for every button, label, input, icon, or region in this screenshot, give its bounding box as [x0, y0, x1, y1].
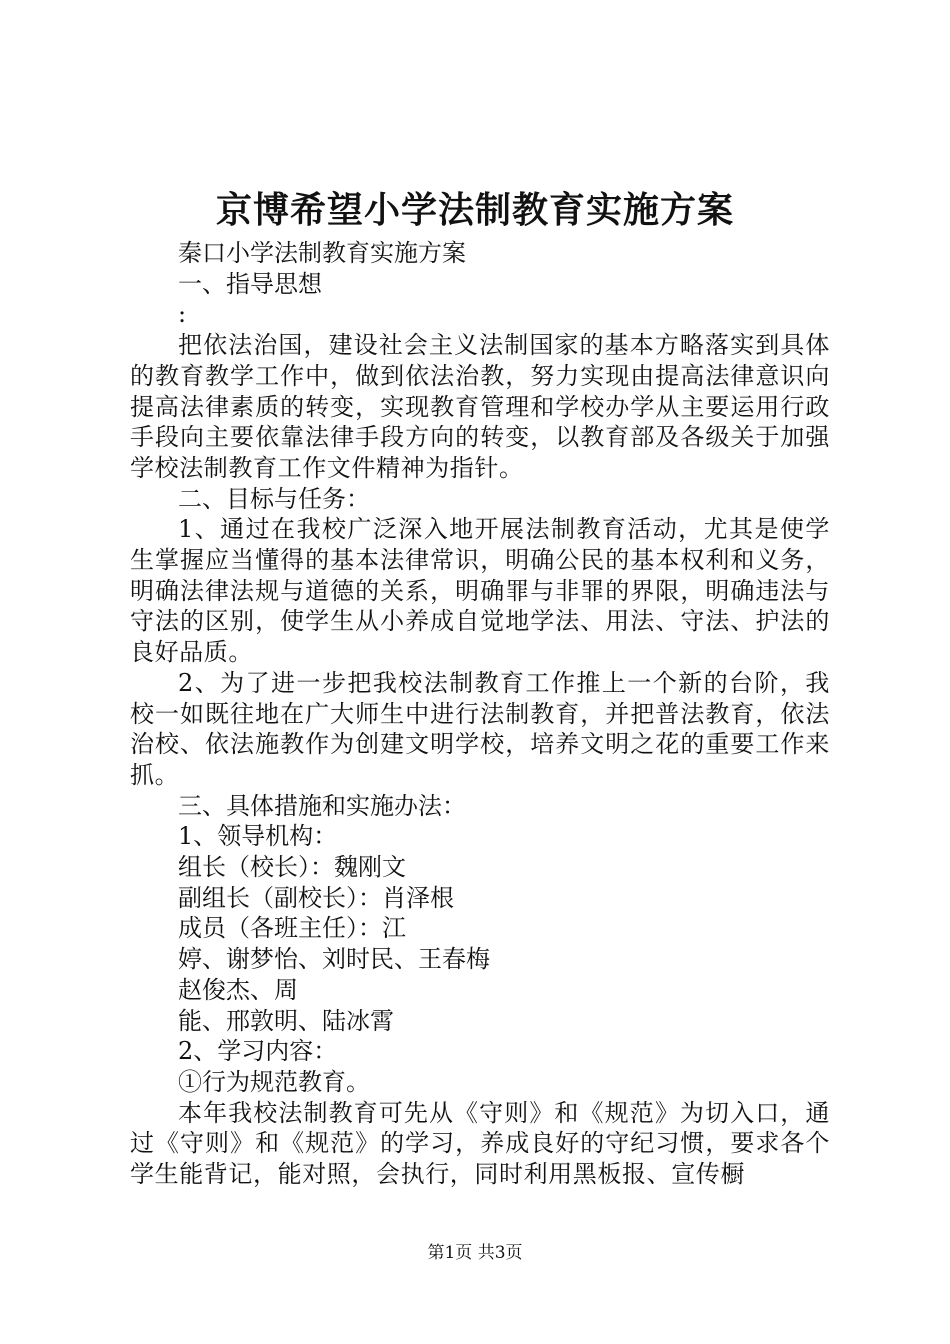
section-heading-goals: 二、目标与任务： [178, 484, 370, 513]
paragraph-guiding-thought: 把依法治国，建设社会主义法制国家的基本方略落实到具体的教育教学工作中，做到依法治教，努力实现由提高法律意识向提高法律素质的转变，实现教育管理和学校办学从主要运用行政手段向主要依靠法律手段方向的转变，以教育部及各级关于加强学校法制教育工作文件精神为指针。 [130, 331, 830, 482]
members-line-1: 成员（各班主任）：江 [178, 914, 406, 943]
subheading-study-content: 2、学习内容： [178, 1037, 338, 1066]
section-heading-guiding-thought: 一、指导思想 [178, 269, 322, 298]
paragraph-study: 本年我校法制教育可先从《守则》和《规范》为切入口，通过《守则》和《规范》的学习，养成良好的守纪习惯，要求各个学生能背记，能对照，会执行，同时利用黑板报、宣传橱 [130, 1098, 830, 1189]
vice-leader-line: 副组长（副校长）：肖泽根 [178, 883, 454, 912]
paragraph-goal-1: 1、通过在我校广泛深入地开展法制教育活动，尤其是使学生掌握应当懂得的基本法律常识，明确公民的基本权利和义务，明确法律法规与道德的关系，明确罪与非罪的界限，明确违法与守法的区别，使学生从小养成自觉地学法、用法、守法、护法的良好品质。 [130, 515, 830, 667]
section-heading-measures: 三、具体措施和实施办法： [178, 791, 466, 820]
study-item-1: ①行为规范教育。 [178, 1067, 370, 1096]
document-subtitle: 秦口小学法制教育实施方案 [178, 239, 466, 267]
page-footer: 第1页 共3页 [427, 1243, 523, 1263]
document-body [130, 238, 830, 1190]
paragraph-goal-2: 2、为了进一步把我校法制教育工作推上一个新的台阶，我校一如既往地在广大师生中进行法制教育，并把普法教育，依法治校、依法施教作为创建文明学校，培养文明之花的重要工作来抓。 [130, 668, 830, 789]
section-heading-colon: : [178, 300, 187, 329]
members-line-2: 婷、谢梦怡、刘时民、王春梅 [178, 945, 490, 974]
subheading-leadership: 1、领导机构： [178, 822, 338, 851]
document-title: 京博希望小学法制教育实施方案 [215, 189, 734, 231]
leader-line: 组长（校长）：魏刚文 [178, 853, 406, 882]
members-line-3: 赵俊杰、周 [178, 975, 298, 1004]
members-line-4: 能、邢敦明、陆冰霄 [178, 1006, 394, 1035]
